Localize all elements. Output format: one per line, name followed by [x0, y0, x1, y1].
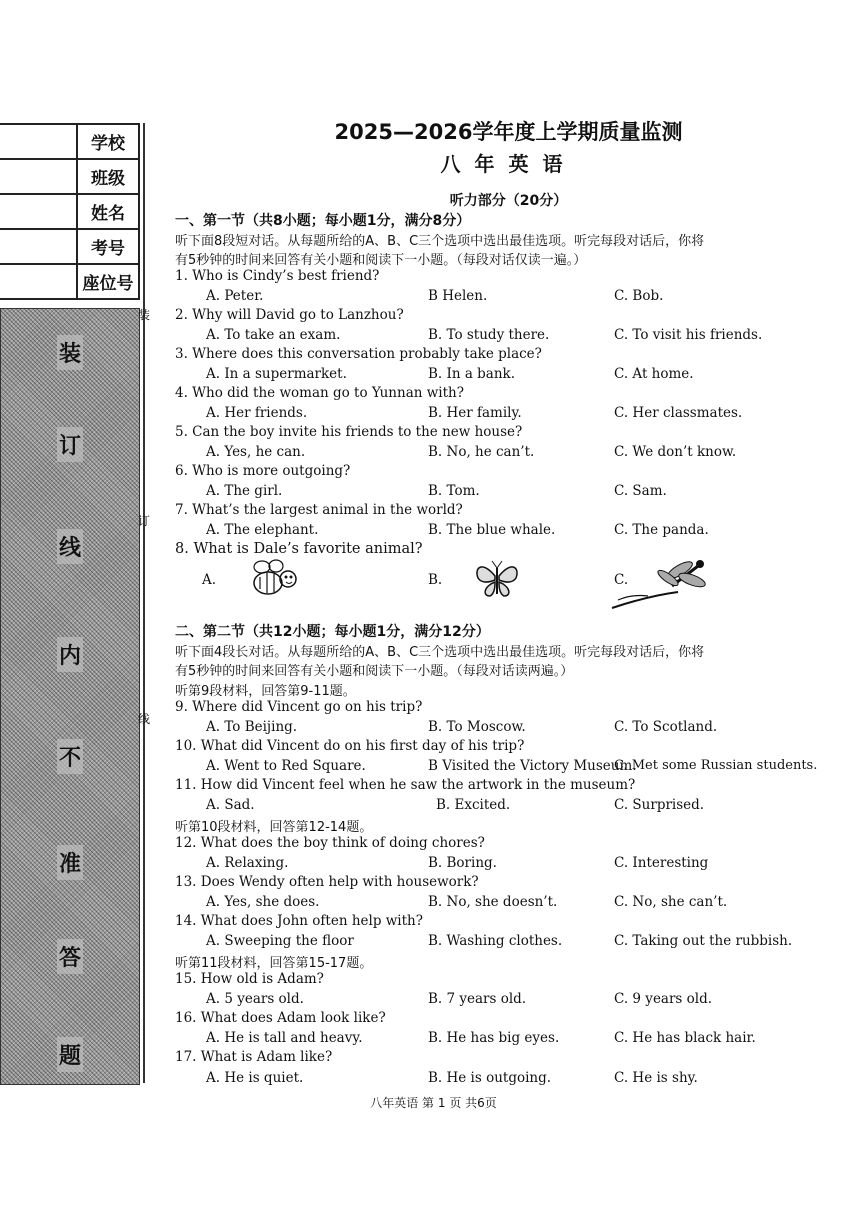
- page-footer: 八年英语 第 1 页 共6页: [370, 1096, 497, 1110]
- q10-option-c[interactable]: C. Met some Russian students.: [614, 758, 818, 773]
- seat-number-blank[interactable]: [0, 264, 77, 299]
- exam-number-blank[interactable]: [0, 229, 77, 264]
- q7-option-b[interactable]: B. The blue whale.: [428, 522, 556, 538]
- binding-char: 内: [57, 637, 83, 672]
- material-10-heading: 听第10段材料，回答第12-14题。: [175, 820, 373, 835]
- q15-option-b[interactable]: B. 7 years old.: [428, 991, 527, 1007]
- q10-option-a[interactable]: A. Went to Red Square.: [206, 758, 366, 774]
- question-4: 4. Who did the woman go to Yunnan with?: [175, 385, 464, 401]
- q15-option-a[interactable]: A. 5 years old.: [206, 991, 304, 1007]
- subject-title: 八年英语: [440, 152, 577, 176]
- binding-line: [143, 123, 145, 1083]
- q7-option-c[interactable]: C. The panda.: [614, 522, 709, 538]
- q6-option-b[interactable]: B. Tom.: [428, 483, 480, 499]
- q1-option-c[interactable]: C. Bob.: [614, 288, 664, 304]
- binding-char: 不: [57, 739, 83, 774]
- question-8: 8. What is Dale’s favorite animal?: [175, 541, 423, 557]
- class-blank[interactable]: [0, 159, 77, 194]
- q11-option-a[interactable]: A. Sad.: [206, 797, 255, 813]
- side-mark: 装: [138, 308, 151, 322]
- q11-option-b[interactable]: B. Excited.: [436, 797, 511, 813]
- q1-option-b[interactable]: B Helen.: [428, 288, 488, 304]
- q13-option-b[interactable]: B. No, she doesn’t.: [428, 894, 558, 910]
- question-7: 7. What’s the largest animal in the world?: [175, 502, 463, 518]
- q5-option-b[interactable]: B. No, he can’t.: [428, 444, 535, 460]
- q12-option-b[interactable]: B. Boring.: [428, 855, 497, 871]
- q3-option-a[interactable]: A. In a supermarket.: [206, 366, 347, 382]
- q14-option-c[interactable]: C. Taking out the rubbish.: [614, 933, 793, 949]
- question-14: 14. What does John often help with?: [175, 913, 423, 929]
- binding-char: 订: [57, 427, 83, 462]
- question-10: 10. What did Vincent do on his first day of his trip?: [175, 738, 525, 754]
- q5-option-c[interactable]: C. We don’t know.: [614, 444, 737, 460]
- q11-option-c[interactable]: C. Surprised.: [614, 797, 705, 813]
- exam-number-label: 考号: [77, 229, 139, 264]
- q14-option-b[interactable]: B. Washing clothes.: [428, 933, 563, 949]
- binding-strip: [0, 308, 140, 1085]
- seat-number-label: 座位号: [77, 264, 139, 299]
- school-blank[interactable]: [0, 124, 77, 159]
- q8-option-b[interactable]: B.: [428, 572, 443, 588]
- side-mark: 订: [138, 514, 151, 528]
- butterfly-icon: [474, 558, 520, 600]
- section2-instruction: 听下面4段长对话。从每题所给的A、B、C三个选项中选出最佳选项。听完每段对话后，你将: [175, 645, 705, 660]
- name-blank[interactable]: [0, 194, 77, 229]
- q1-option-a[interactable]: A. Peter.: [206, 288, 264, 304]
- binding-char: 装: [57, 335, 83, 370]
- binding-char: 答: [57, 939, 83, 974]
- q16-option-c[interactable]: C. He has black hair.: [614, 1030, 756, 1046]
- q8-option-c[interactable]: C.: [614, 572, 629, 588]
- q17-option-c[interactable]: C. He is shy.: [614, 1070, 698, 1086]
- class-label: 班级: [77, 159, 139, 194]
- section2-instruction: 有5秒钟的时间来回答有关小题和阅读下一小题。（每段对话读两遍。）: [175, 664, 574, 679]
- binding-char: 线: [57, 529, 83, 564]
- question-11: 11. How did Vincent feel when he saw the artwork in the museum?: [175, 777, 636, 793]
- q2-option-c[interactable]: C. To visit his friends.: [614, 327, 763, 343]
- bee-icon: [246, 555, 302, 601]
- q13-option-c[interactable]: C. No, she can’t.: [614, 894, 728, 910]
- q13-option-a[interactable]: A. Yes, she does.: [206, 894, 320, 910]
- q7-option-a[interactable]: A. The elephant.: [206, 522, 319, 538]
- q8-option-a[interactable]: A.: [202, 572, 217, 588]
- q2-option-b[interactable]: B. To study there.: [428, 327, 550, 343]
- binding-char: 准: [57, 845, 83, 880]
- material-9-heading: 听第9段材料，回答第9-11题。: [175, 684, 356, 699]
- question-12: 12. What does the boy think of doing chores?: [175, 835, 485, 851]
- school-label: 学校: [77, 124, 139, 159]
- section2-heading: 二、第二节（共12小题；每小题1分，满分12分）: [175, 624, 490, 640]
- question-15: 15. How old is Adam?: [175, 971, 324, 987]
- question-6: 6. Who is more outgoing?: [175, 463, 351, 479]
- q4-option-a[interactable]: A. Her friends.: [206, 405, 308, 421]
- q12-option-c[interactable]: C. Interesting: [614, 855, 709, 871]
- material-11-heading: 听第11段材料，回答第15-17题。: [175, 956, 373, 971]
- q9-option-c[interactable]: C. To Scotland.: [614, 719, 718, 735]
- question-13: 13. Does Wendy often help with housework?: [175, 874, 479, 890]
- section1-instruction: 有5秒钟的时间来回答有关小题和阅读下一小题。（每段对话仅读一遍。）: [175, 253, 587, 268]
- q12-option-a[interactable]: A. Relaxing.: [206, 855, 289, 871]
- side-mark: 线: [138, 712, 151, 726]
- dragonfly-icon: [608, 556, 714, 614]
- q6-option-a[interactable]: A. The girl.: [206, 483, 283, 499]
- question-16: 16. What does Adam look like?: [175, 1010, 386, 1026]
- binding-char: 题: [57, 1037, 83, 1072]
- question-3: 3. Where does this conversation probably take place?: [175, 346, 542, 362]
- question-17: 17. What is Adam like?: [175, 1049, 333, 1065]
- q6-option-c[interactable]: C. Sam.: [614, 483, 667, 499]
- question-2: 2. Why will David go to Lanzhou?: [175, 307, 404, 323]
- q9-option-a[interactable]: A. To Beijing.: [206, 719, 298, 735]
- q15-option-c[interactable]: C. 9 years old.: [614, 991, 713, 1007]
- q10-option-b[interactable]: B Visited the Victory Museum.: [428, 758, 637, 774]
- q3-option-c[interactable]: C. At home.: [614, 366, 694, 382]
- section1-heading: 一、第一节（共8小题；每小题1分，满分8分）: [175, 213, 471, 229]
- q9-option-b[interactable]: B. To Moscow.: [428, 719, 526, 735]
- question-5: 5. Can the boy invite his friends to the new house?: [175, 424, 523, 440]
- q4-option-c[interactable]: C. Her classmates.: [614, 405, 743, 421]
- q5-option-a[interactable]: A. Yes, he can.: [206, 444, 306, 460]
- q4-option-b[interactable]: B. Her family.: [428, 405, 522, 421]
- q17-option-b[interactable]: B. He is outgoing.: [428, 1070, 552, 1086]
- q16-option-a[interactable]: A. He is tall and heavy.: [206, 1030, 363, 1046]
- part-header: 听力部分（20分）: [449, 193, 568, 209]
- q16-option-b[interactable]: B. He has big eyes.: [428, 1030, 560, 1046]
- student-info-table: [0, 123, 140, 300]
- q2-option-a[interactable]: A. To take an exam.: [206, 327, 341, 343]
- section1-instruction: 听下面8段短对话。从每题所给的A、B、C三个选项中选出最佳选项。听完每段对话后，你将: [175, 234, 705, 249]
- exam-title: 2025—2026学年度上学期质量监测: [334, 120, 683, 144]
- q3-option-b[interactable]: B. In a bank.: [428, 366, 516, 382]
- question-9: 9. Where did Vincent go on his trip?: [175, 699, 423, 715]
- name-label: 姓名: [77, 194, 139, 229]
- q14-option-a[interactable]: A. Sweeping the floor: [206, 933, 354, 949]
- question-1: 1. Who is Cindy’s best friend?: [175, 268, 380, 284]
- q17-option-a[interactable]: A. He is quiet.: [206, 1070, 304, 1086]
